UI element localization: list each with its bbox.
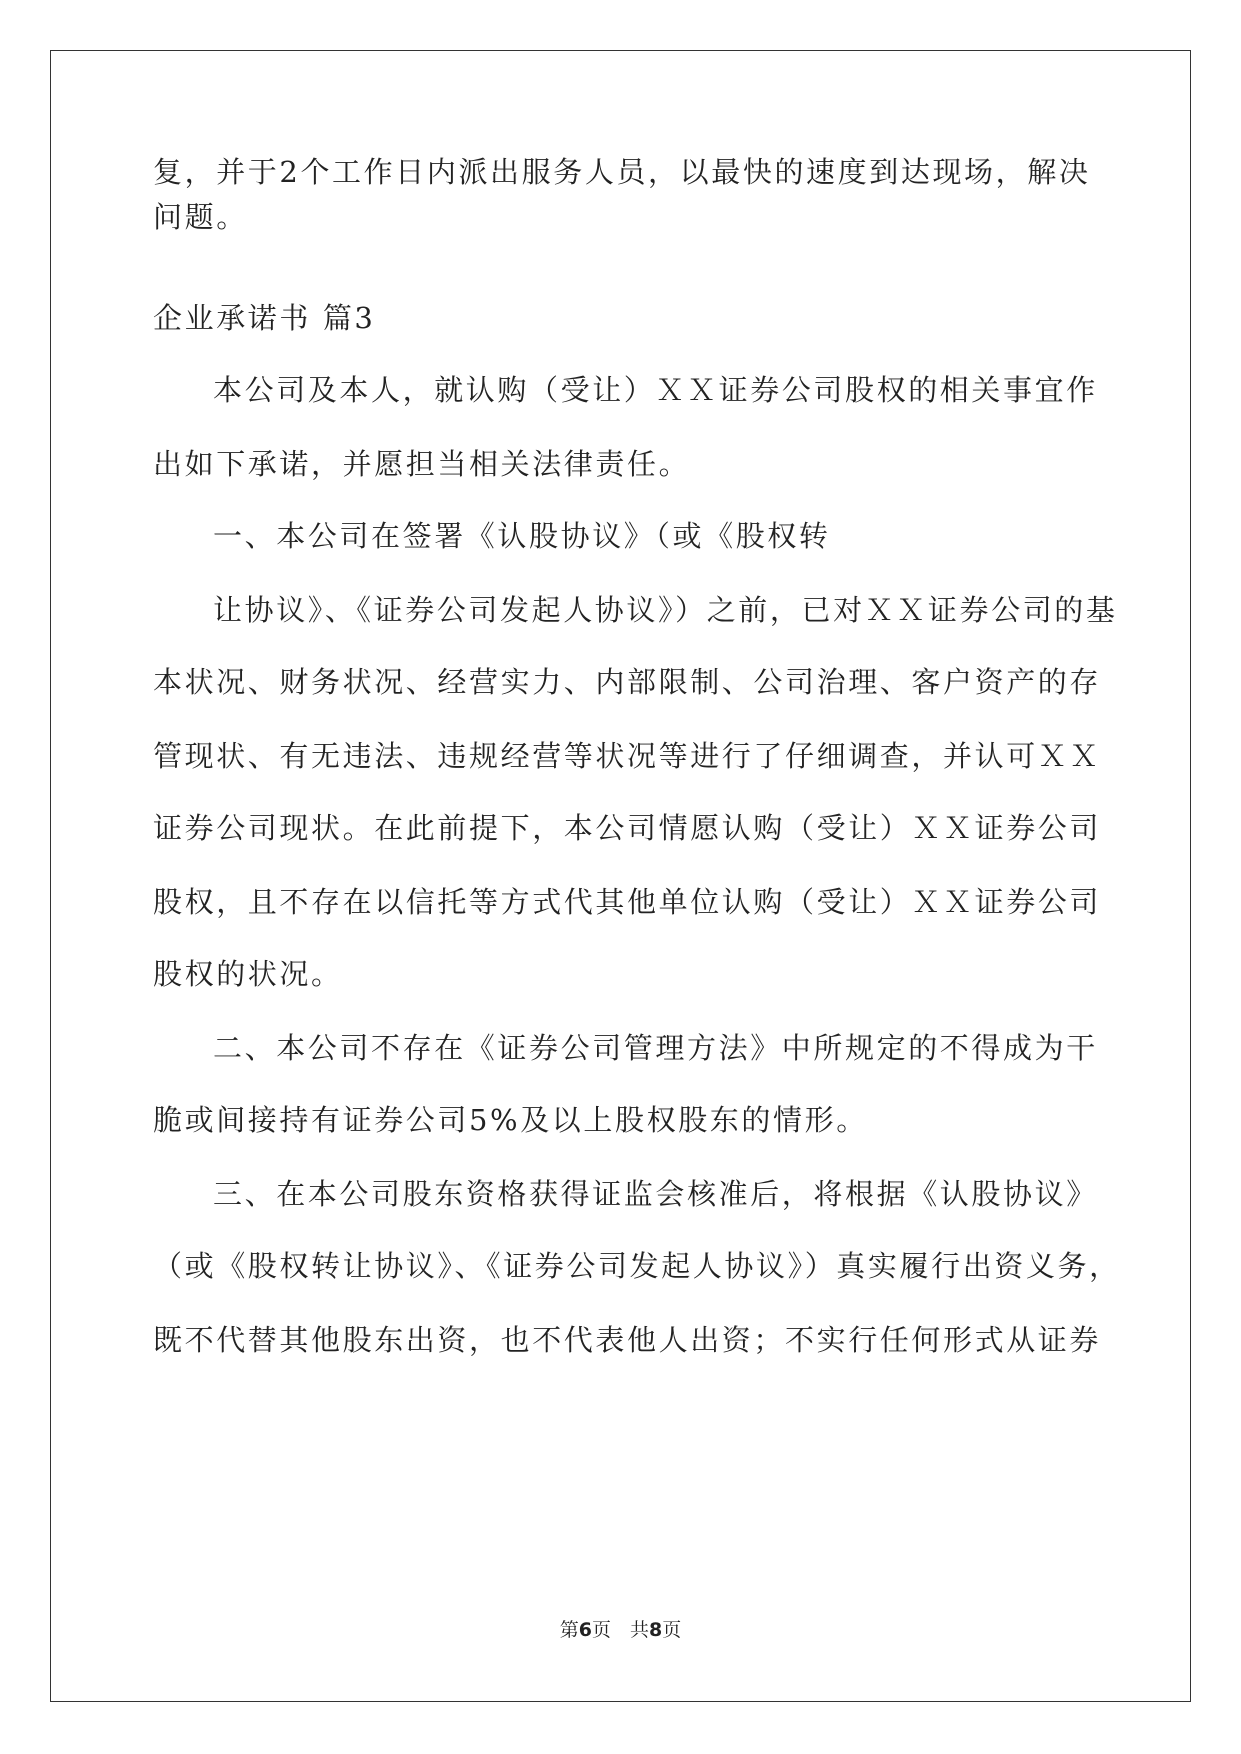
text-line: 二、本公司不存在《证券公司管理方法》中所规定的不得成为干 [213,1031,1098,1065]
text-line: 让协议》、《证券公司发起人协议》）之前，已对ＸＸ证券公司的基 [213,593,1118,627]
text-line: 证券公司现状。在此前提下，本公司情愿认购（受让）ＸＸ证券公司 [153,811,1102,845]
text-line: 管现状、有无违法、违规经营等状况等进行了仔细调查，并认可ＸＸ [153,739,1102,773]
text-line: （或《股权转让协议》、《证券公司发起人协议》）真实履行出资义务， [153,1249,1121,1283]
current-page-number: 6 [578,1619,592,1641]
text-line: 股权，且不存在以信托等方式代其他单位认购（受让）ＸＸ证券公司 [153,885,1102,919]
text-line: 问题。 [153,200,248,234]
text-line: 一、本公司在签署《认股协议》（或《股权转 [213,519,831,553]
text-line: 既不代替其他股东出资，也不代表他人出资；不实行任何形式从证券 [153,1323,1102,1357]
text-line: 本状况、财务状况、经营实力、内部限制、公司治理、客户资产的存 [153,665,1102,699]
footer-suffix: 页 [662,1619,682,1641]
section-heading: 企业承诺书 篇3 [153,301,376,335]
text-line: 三、在本公司股东资格获得证监会核准后，将根据《认股协议》 [213,1177,1098,1211]
total-pages-number: 8 [649,1619,663,1641]
text-line: 出如下承诺，并愿担当相关法律责任。 [153,447,691,481]
text-line: 脆或间接持有证券公司5%及以上股权股东的情形。 [153,1103,868,1137]
footer-prefix: 第 [559,1619,579,1641]
text-line: 复，并于2个工作日内派出服务人员，以最快的速度到达现场，解决 [153,155,1091,189]
text-line: 本公司及本人，就认购（受让）ＸＸ证券公司股权的相关事宜作 [213,373,1098,407]
text-line: 股权的状况。 [153,957,343,991]
footer-middle: 页 共 [591,1619,649,1641]
page-footer [0,1618,1241,1642]
